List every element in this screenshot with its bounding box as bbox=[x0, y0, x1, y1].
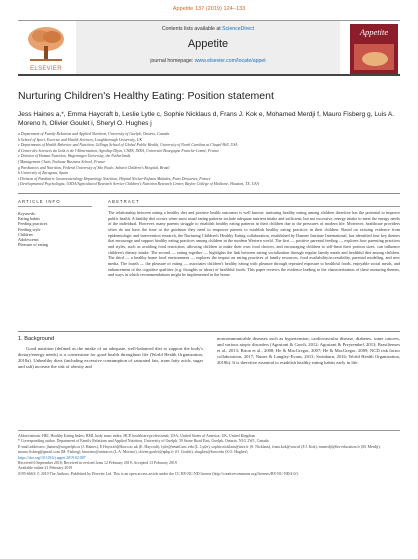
body-columns bbox=[18, 336, 400, 428]
received-dates: Received 6 September 2018; Received in revised form 12 February 2019; Accepted 13 February 2019 bbox=[18, 460, 177, 465]
cover-title: Appetite bbox=[359, 27, 389, 37]
homepage-link[interactable]: www.elsevier.com/locate/appet bbox=[194, 58, 266, 64]
affiliation-item: i Division of Paediatric Gastroenterology Hepatology Nutrition, Hôpital Necker-Enfants Malades, Paris Descartes, France bbox=[18, 176, 211, 181]
footnotes bbox=[18, 430, 400, 477]
body-divider bbox=[18, 331, 400, 332]
homepage-prefix: journal homepage: bbox=[150, 58, 194, 64]
journal-reference[interactable]: Appetite 137 (2019) 124–133 bbox=[172, 6, 246, 12]
affiliation-item: a Department of Family Relations and Applied Nutrition, University of Guelph, Ontario, Canada bbox=[18, 132, 170, 136]
affiliation-item: c Departments of Health Behavior and Nutrition, Gillings School of Global Public Health, University of North Carolina at Chapel Hill, USA bbox=[18, 143, 238, 148]
corresponding-author-footnote: * Corresponding author. Department of Family Relations and Applied Nutrition, University of Guelph, 50 Stone Road East, Guelph, Ontario, N1G 2W1, Canada. bbox=[18, 439, 270, 444]
body-right-column bbox=[217, 336, 400, 366]
affiliation-item: h University of Zaragoza, Spain bbox=[18, 171, 68, 176]
affiliation-item: d Centre des Sciences du Goût et de l'Alimentation, AgroSup Dijon, CNRS, INRA, Université Bourgogne Franche-Comté, France bbox=[18, 148, 220, 153]
abstract-heading: ABSTRACT bbox=[108, 199, 400, 207]
keywords-label: Keywords: bbox=[18, 210, 36, 216]
keyword-item: Feeding practices bbox=[18, 221, 48, 227]
copyright-notice: 0195-6663/ © 2019 The Authors. Published by Elsevier Ltd. This is an open access article under the CC BY-NC-ND license (http://creativecommons.org/licenses/BY-NC-ND/4.0/). bbox=[18, 471, 299, 476]
keyword-item: Children bbox=[18, 231, 33, 237]
article-info-heading: ARTICLE INFO bbox=[18, 199, 92, 207]
contents-line bbox=[76, 26, 340, 32]
affiliation-item: j Developmental Psychologist, USDA/Agricultural Research Service Children's Nutrition Research Center, Baylor College of Medicine, Houston, TX, USA bbox=[18, 182, 259, 187]
keyword-item: Adolescents bbox=[18, 237, 39, 243]
header-divider bbox=[18, 193, 400, 194]
article-info-column bbox=[18, 199, 92, 248]
sciencedirect-link[interactable]: ScienceDirect bbox=[222, 26, 255, 32]
section-heading: 1. Background bbox=[18, 335, 55, 342]
body-left-column bbox=[18, 336, 203, 370]
keyword-item: Eating habits bbox=[18, 215, 40, 221]
article-title: Nurturing Children's Healthy Eating: Position statement bbox=[18, 90, 274, 102]
author-list: Jess Haines a,*, Emma Haycraft b, Leslie Lytle c, Sophie Nicklaus d, Frans J. Kok e, Mohamed Merdji f, Mauro Fisberg g, Luis A. Moreno h, Olivier Goulet i, Sheryl O. Hughes j bbox=[18, 111, 395, 127]
journal-masthead bbox=[18, 20, 400, 76]
affiliation-item: b School of Sport, Exercise and Health Sciences, Loughborough University, UK bbox=[18, 137, 143, 142]
affiliation-item: g Paediatrics and Nutrition, Federal University of São Paulo, Sabará Children's Hospital, Brazil bbox=[18, 165, 170, 170]
affiliation-item: f Management Chair, Toulouse Business School, France bbox=[18, 159, 106, 164]
keyword-item: Feeding style bbox=[18, 226, 41, 232]
abstract-column bbox=[108, 199, 400, 278]
available-online: Available online 21 February 2019 bbox=[18, 466, 73, 471]
publisher-name: ELSEVIER bbox=[30, 66, 62, 72]
info-abstract-section bbox=[18, 199, 400, 331]
keyword-item: Pleasure of eating bbox=[18, 242, 48, 248]
affiliations bbox=[18, 132, 400, 188]
journal-cover-thumbnail bbox=[350, 24, 398, 74]
journal-name: Appetite bbox=[187, 38, 229, 50]
abbreviations-footnote: Abbreviations: HEI, Healthy Eating Index; BMI, body mass index; HCP, healthcare professional; USA, United States of America; UK, United Kingdom bbox=[18, 433, 256, 438]
cover-art-detail bbox=[362, 52, 388, 66]
body-paragraph: Good nutrition (defined as the intake of an adequate, well-balanced diet to support the body's dietary/energy needs) is a cornerstone for good health throughout life (World Health Organization, 2018a). Unhealthy diets (including excessive consumption of saturated fats, trans fatty acids, sugar and salt) increase the risk of obesity and bbox=[18, 345, 203, 370]
masthead-center bbox=[76, 21, 340, 74]
homepage-line bbox=[76, 58, 340, 64]
abstract-text: The relationship between eating a healthy diet and positive health outcomes is well known: nurturing healthy eating among children therefore has the potential to improve public health. A healthy diet occurs when most usual eating patterns include adequate nutrient intake and sufficient, but not excessive, energy intake to meet the energy needs of the individual. However, many parents struggle to establish healthy eating patterns in their children due to the pressures of modern life. Moreover, healthcare providers often do not have the time or the guidance they need to empower parents to establish healthy eating practices in their children. Based on existing evidence from epidemiologic and intervention research, the Nurturing Children's Healthy Eating collaboration, established by Danone Institute International, has identified four key themes that encourage and support healthy eating practices among children in the modern Western world. The first — positive parental feeding — explores how parenting practices and styles, such as avoiding food restriction, allowing children to make their own food choices, and encouraging children to self-limit their portion sizes, can influence children's dietary intake. The second — eating together — highlights the link between eating socialization through regular family meals and healthful diet among children. The third — a healthy home food environment — explores the impact on eating practices of family resources, food availability/accessibility, parental modeling, and new media. The fourth — the pleasure of eating — associates children's healthy eating with pleasure through repeated exposure to healthful foods, enjoyable social meals, and enhancement of the cognitive qualities (e.g. thoughts or ideas) of healthful foods. This paper reviews the evidence leading to the characterization of these nurturing themes, and ways in which recommendations might be implemented in the home. bbox=[108, 209, 400, 278]
email-addresses: E-mail addresses: jhaines@uoguelph.ca (J. Haines), E.Haycraft@lboro.ac.uk (E. Haycraft), lytle@email.unc.edu (L. Lytle), sophie.nicklaus@inra.fr (S. Nicklaus), frans.kok@wur.nl (F.J. Kok), mmerdji@tbs-education.fr (M. Merdji), mauro.fisberg@gmail.com (M. Fisberg), lmoreno@unizar.es (L.A. Moreno), olivier.goulet@aphp.fr (O. Goulet), shughes@bcm.edu (S.O. Hughes). bbox=[18, 444, 381, 455]
affiliation-item: e Division of Human Nutrition, Wageningen University, the Netherlands bbox=[18, 154, 131, 159]
body-paragraph: noncommunicable diseases such as hypertension, cardiovascular disease, diabetes, some cancers, and various atopic disorders (Agostoni & Caroli, 2012; Agostoni & Przyrembel, 2013; Brasilienses et al., 2013; Brion et al., 2008; He & MacGregor, 2007; He & MacGregor, 2009; NCD risk factor collaboration, 2017; Nunes & Langley-Evans, 2013; Swinburn, 2016; World Health Organization, 2018b). It is therefore essential to establish healthy eating habits early in life. bbox=[217, 335, 400, 366]
contents-prefix: Contents lists available at bbox=[161, 26, 221, 32]
doi-link[interactable]: https://doi.org/10.1016/j.appet.2019.02.007 bbox=[18, 455, 86, 460]
